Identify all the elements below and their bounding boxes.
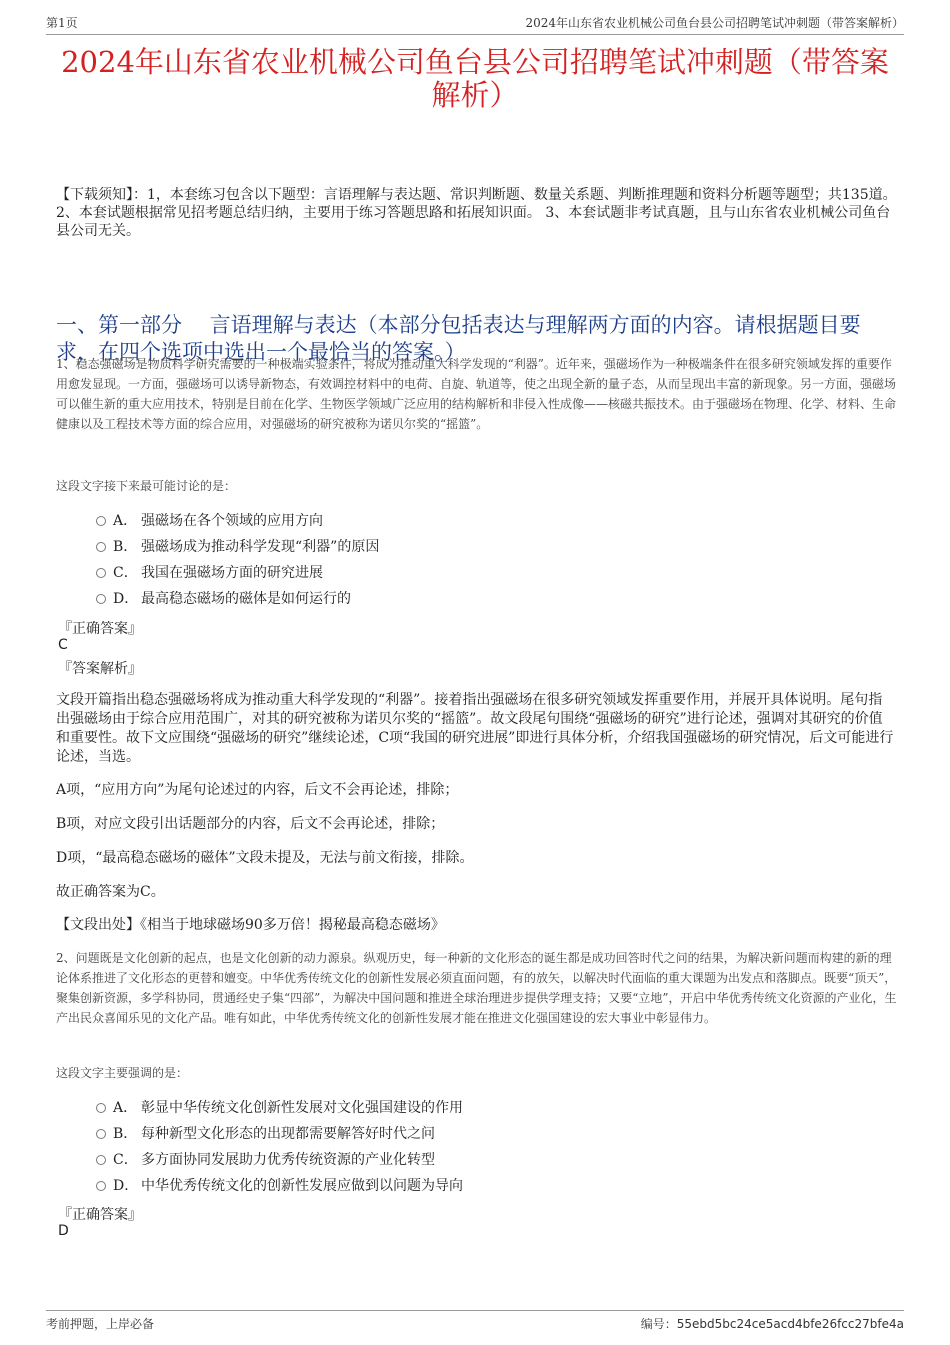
q1-option-c[interactable]: C． 我国在强磁场方面的研究进展	[96, 560, 796, 586]
page-title: 2024年山东省农业机械公司鱼台县公司招聘笔试冲刺题（带答案解析）	[61, 45, 889, 112]
section-heading: 一、第一部分 言语理解与表达（本部分包括表达与理解两方面的内容。请根据题目要求，在四个选项中选出一个最恰当的答案。）	[56, 313, 861, 364]
q2-answer: D	[58, 1223, 69, 1239]
q1-analysis-b: B项，对应文段引出话题部分的内容，后文不会再论述，排除；	[56, 816, 445, 832]
q2-options	[96, 1095, 796, 1199]
radio-icon[interactable]	[96, 594, 106, 604]
q1-answer: C	[58, 637, 68, 653]
q1-analysis-d: D项，“最高稳态磁场的磁体”文段未提及，无法与前文衔接，排除。	[56, 850, 474, 866]
q1-passage: 1、稳态强磁场是物质科学研究需要的一种极端实验条件，将成为推动重大科学发现的“利器”。近年来，强磁场作为一种极端条件在很多研究领域发挥的重要作用愈发显现。一方面，强磁场可以诱导新物态，有效调控材料中的电荷、自旋、轨道等，使之出现全新的量子态，从而呈现出丰富的新现象。另一方面，强磁场可以催生新的重大应用技术，特别是目前在化学、生物医学领域广泛应用的结构解析和非侵入性成像——核磁共振技术。由于强磁场在物理、化学、材料、生命健康以及工程技术等方面的综合应用，对强磁场的研究被称为诺贝尔奖的“摇篮”。	[56, 357, 897, 431]
q1-correct-label: 『正确答案』	[58, 621, 142, 637]
footer-slogan: 考前押题，上岸必备	[46, 1317, 155, 1331]
q1-option-a[interactable]: A． 强磁场在各个领域的应用方向	[96, 508, 796, 534]
download-notice: 【下载须知】：1，本套练习包含以下题型：言语理解与表达题、常识判断题、数量关系题、判断推理题和资料分析题等题型；共135道。 2、本套试题根据常见招考题总结归纳，主要用于练习答题思路和拓展知识面。 3、本套试题非考试真题，且与山东省农业机械公司鱼台县公司无关。	[56, 187, 897, 239]
q2-correct-label: 『正确答案』	[58, 1207, 142, 1223]
q2-option-a[interactable]: A． 彰显中华传统文化创新性发展对文化强国建设的作用	[96, 1095, 796, 1121]
q1-prompt: 这段文字接下来最可能讨论的是：	[56, 479, 237, 493]
q1-analysis: 文段开篇指出稳态强磁场将成为推动重大科学发现的“利器”。接着指出强磁场在很多研究领域发挥重要作用，并展开具体说明。尾句指出强磁场由于综合应用范围广，对其的研究被称为诺贝尔奖的“摇篮”。故文段尾句围绕“强磁场的研究”进行论述，强调对其研究的价值和重要性。故下文应围绕“强磁场的研究”继续论述，C项“我国的研究进展”即进行具体分析，介绍我国强磁场的研究情况，后文可能进行论述，当选。	[56, 692, 894, 765]
radio-icon[interactable]	[96, 542, 106, 552]
q1-conclusion: 故正确答案为C。	[56, 884, 165, 900]
header-doc-title: 2024年山东省农业机械公司鱼台县公司招聘笔试冲刺题（带答案解析）	[525, 16, 904, 30]
q2-option-c[interactable]: C． 多方面协同发展助力优秀传统资源的产业化转型	[96, 1147, 796, 1173]
page-header	[46, 14, 904, 35]
radio-icon[interactable]	[96, 568, 106, 578]
q1-option-b[interactable]: B． 强磁场成为推动科学发现“利器”的原因	[96, 534, 796, 560]
radio-icon[interactable]	[96, 1181, 106, 1191]
radio-icon[interactable]	[96, 1155, 106, 1165]
q1-option-d[interactable]: D． 最高稳态磁场的磁体是如何运行的	[96, 586, 796, 612]
radio-icon[interactable]	[96, 1103, 106, 1113]
radio-icon[interactable]	[96, 1129, 106, 1139]
q2-option-b[interactable]: B． 每种新型文化形态的出现都需要解答好时代之问	[96, 1121, 796, 1147]
page-footer	[46, 1310, 904, 1331]
q1-options	[96, 508, 796, 612]
footer-code: 编号：55ebd5bc24ce5acd4bfe26fcc27bfe4a	[640, 1317, 904, 1331]
radio-icon[interactable]	[96, 516, 106, 526]
q1-analysis-a: A项，“应用方向”为尾句论述过的内容，后文不会再论述，排除；	[56, 782, 459, 798]
q2-prompt: 这段文字主要强调的是：	[56, 1066, 189, 1080]
q2-passage: 2、问题既是文化创新的起点，也是文化创新的动力源泉。纵观历史，每一种新的文化形态的诞生都是成功回答时代之问的结果，为解决新问题而构建的新的理论体系推进了文化形态的更替和嬗变。中华优秀传统文化的创新性发展必须直面问题，有的放矢，以解决时代面临的重大课题为出发点和落脚点。既要“顶天”，聚集创新资源，多学科协同，贯通经史子集“四部”，为解决中国问题和推进全球治理进步提供学理支持；又要“立地”，开启中华优秀传统文化资源的产业化，生产出民众喜闻乐见的文化产品。唯有如此，中华优秀传统文化的创新性发展才能在推进文化强国建设的宏大事业中彰显伟力。	[56, 951, 897, 1025]
q1-analysis-label: 『答案解析』	[58, 661, 142, 677]
page-number: 第1页	[46, 16, 78, 30]
q2-option-d[interactable]: D． 中华优秀传统文化的创新性发展应做到以问题为导向	[96, 1173, 796, 1199]
q1-source: 【文段出处】《相当于地球磁场90多万倍！揭秘最高稳态磁场》	[56, 917, 445, 933]
